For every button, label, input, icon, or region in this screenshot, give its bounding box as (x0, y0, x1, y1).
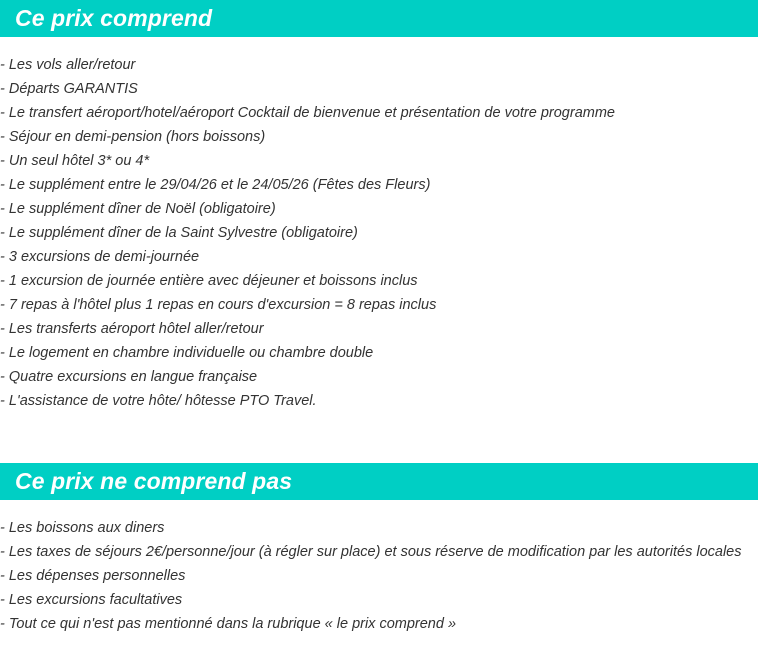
includes-section-title: Ce prix comprend (15, 5, 213, 31)
list-item: - Les boissons aux diners (0, 520, 165, 536)
list-item: - Les taxes de séjours 2€/personne/jour (à régler sur place) et sous réserve de modification par les autorités locales (0, 544, 742, 560)
list-item: - Les vols aller/retour (0, 57, 136, 73)
includes-section-header (0, 0, 758, 37)
includes-list (0, 53, 615, 413)
list-item: - Le supplément dîner de Noël (obligatoire) (0, 201, 276, 217)
excludes-section-title: Ce prix ne comprend pas (15, 468, 293, 494)
list-item: - 3 excursions de demi-journée (0, 249, 200, 265)
list-item: - 7 repas à l'hôtel plus 1 repas en cours d'excursion = 8 repas inclus (0, 297, 437, 313)
list-item: - Quatre excursions en langue française (0, 369, 258, 385)
list-item: - Le transfert aéroport/hotel/aéroport Cocktail de bienvenue et présentation de votre programme (0, 105, 615, 121)
list-item: - Les dépenses personnelles (0, 568, 186, 584)
list-item: - Les excursions facultatives (0, 592, 183, 608)
list-item: - Un seul hôtel 3* ou 4* (0, 153, 150, 169)
excludes-list (0, 516, 742, 636)
list-item: - Les transferts aéroport hôtel aller/retour (0, 321, 264, 337)
list-item: - Le supplément entre le 29/04/26 et le 24/05/26 (Fêtes des Fleurs) (0, 177, 431, 193)
list-item: - Le logement en chambre individuelle ou chambre double (0, 345, 374, 361)
list-item: - 1 excursion de journée entière avec déjeuner et boissons inclus (0, 273, 418, 289)
list-item: - Départs GARANTIS (0, 81, 138, 97)
list-item: - Le supplément dîner de la Saint Sylvestre (obligatoire) (0, 225, 358, 241)
list-item: - L'assistance de votre hôte/ hôtesse PTO Travel. (0, 393, 317, 409)
list-item: - Séjour en demi-pension (hors boissons) (0, 129, 266, 145)
excludes-section-header (0, 463, 758, 500)
list-item: - Tout ce qui n'est pas mentionné dans la rubrique « le prix comprend » (0, 616, 457, 632)
